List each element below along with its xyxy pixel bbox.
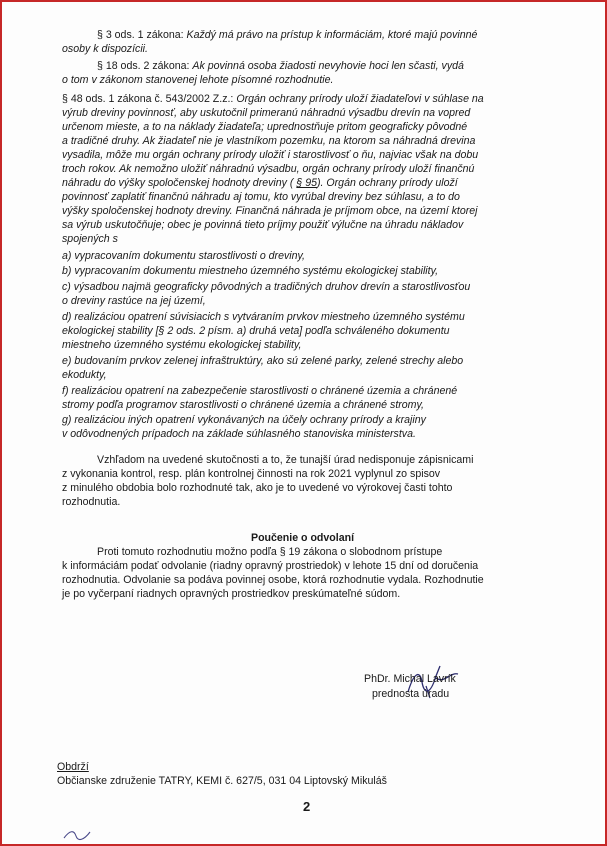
body-text-line: Proti tomuto rozhodnutiu možno podľa § 19 zákona o slobodnom prístupe [97, 546, 443, 558]
page-number: 2 [303, 799, 311, 814]
list-item: a) vypracovaním dokumentu starostlivosti o dreviny, [62, 250, 305, 262]
signatory-title: prednosta úradu [372, 688, 450, 700]
citation-line: určenom mieste, a to na náklady žiadateľa; uprednostňuje pritom geograficky pôvodné [62, 121, 468, 133]
list-item: ekologickej stability [§ 2 ods. 2 písm. a) druhá veta] podľa schváleného dokumentu [62, 325, 450, 337]
citation-line: § 3 ods. 1 zákona: Každý má právo na prístup k informáciám, ktoré majú povinné [97, 29, 478, 41]
citation-line: troch rokov. Ak nemožno uložiť náhradnú výsadbu, orgán ochrany prírody uloží finančnú [62, 163, 475, 175]
recipient-label: Obdrží [57, 761, 89, 773]
body-text-line: rozhodnutia. Odvolanie sa podáva povinnej osobe, ktorá rozhodnutie vydala. Rozhodnutie [62, 574, 484, 586]
list-item: c) výsadbou najmä geograficky pôvodných a tradičných druhov drevín a starostlivosťou [62, 281, 471, 293]
citation-line: o tom v zákonom stanovenej lehote písomné rozhodnutie. [62, 74, 334, 86]
body-text-line: rozhodnutia. [62, 496, 121, 508]
citation-line: výšky spoločenskej hodnoty dreviny. Finančná náhrada je príjmom obce, na území ktorej [62, 205, 478, 217]
citation-line: vysadila, môže mu orgán ochrany prírody uložiť i starostlivosť o ňu, najviac však na dobu [62, 149, 479, 161]
list-item: ekodukty, [62, 369, 107, 381]
citation-line: povinnosť zaplatiť finančnú náhradu aj tomu, kto vyrúbal dreviny bez súhlasu, a to do [62, 191, 460, 203]
citation-line: výrub dreviny povinnosť, aby uskutočnil primeranú náhradnú výsadbu drevín na vopred [62, 107, 471, 119]
body-text-line: je po vyčerpaní riadnych opravných prostriedkov preskúmateľné súdom. [62, 588, 401, 600]
citation-line: sa výrub uskutočňuje; obec je povinná tieto príjmy použiť výlučne na úhradu nákladov [62, 219, 464, 231]
list-item: g) realizáciou iných opatrení vykonávaných na účely ochrany prírody a krajiny [62, 414, 426, 426]
law-reference-link[interactable]: § 95 [296, 177, 317, 189]
list-item: e) budovaním prvkov zelenej infraštruktúry, ako sú zelené parky, zelené strechy alebo [62, 355, 464, 367]
body-text-line: z vykonania kontrol, resp. plán kontrolnej činnosti na rok 2021 vyplynul zo spisov [62, 468, 441, 480]
citation-line: § 18 ods. 2 zákona: Ak povinná osoba žiadosti nevyhovie hoci len sčasti, vydá [97, 60, 464, 72]
list-item: o dreviny rastúce na jej území, [62, 295, 206, 307]
list-item: stromy podľa programov starostlivosti o chránené územia a chránené stromy, [62, 399, 424, 411]
section-heading: Poučenie o odvolaní [251, 532, 355, 544]
signatory-name: PhDr. Michal Lavrík [364, 673, 456, 685]
citation-line: náhradu do výšky spoločenskej hodnoty dreviny ( § 95). Orgán ochrany prírody uloží [62, 177, 458, 189]
citation-line: a tradičné druhy. Ak žiadateľ nie je vlastníkom pozemku, na ktorom sa náhradná drevina [62, 135, 476, 147]
pen-mark-icon [62, 826, 92, 842]
list-item: miestneho územného systému ekologickej stability, [62, 339, 302, 351]
citation-line: spojených s [62, 233, 118, 245]
list-item: f) realizáciou opatrení na zabezpečenie starostlivosti o chránené územia a chránené [62, 385, 458, 397]
body-text-line: k informáciám podať odvolanie (riadny opravný prostriedok) v lehote 15 dní od doručenia [62, 560, 479, 572]
list-item: b) vypracovaním dokumentu miestneho územného systému ekologickej stability, [62, 265, 439, 277]
citation-line: osoby k dispozícii. [62, 43, 148, 55]
body-text-line: Vzhľadom na uvedené skutočnosti a to, že tunajší úrad nedisponuje zápisnicami [97, 454, 474, 466]
citation-line: § 48 ods. 1 zákona č. 543/2002 Z.z.: Orgán ochrany prírody uloží žiadateľovi v súhlase na [62, 93, 484, 105]
recipient-address: Občianske združenie TATRY, KEMI č. 627/5, 031 04 Liptovský Mikuláš [57, 775, 387, 787]
list-item: v odôvodnených prípadoch na základe súhlasného stanoviska ministerstva. [62, 428, 416, 440]
body-text-line: z minulého obdobia bolo rozhodnuté tak, ako je to uvedené vo výrokovej časti tohto [62, 482, 453, 494]
list-item: d) realizáciou opatrení súvisiacich s vytváraním prvkov miestneho územného systému [62, 311, 465, 323]
